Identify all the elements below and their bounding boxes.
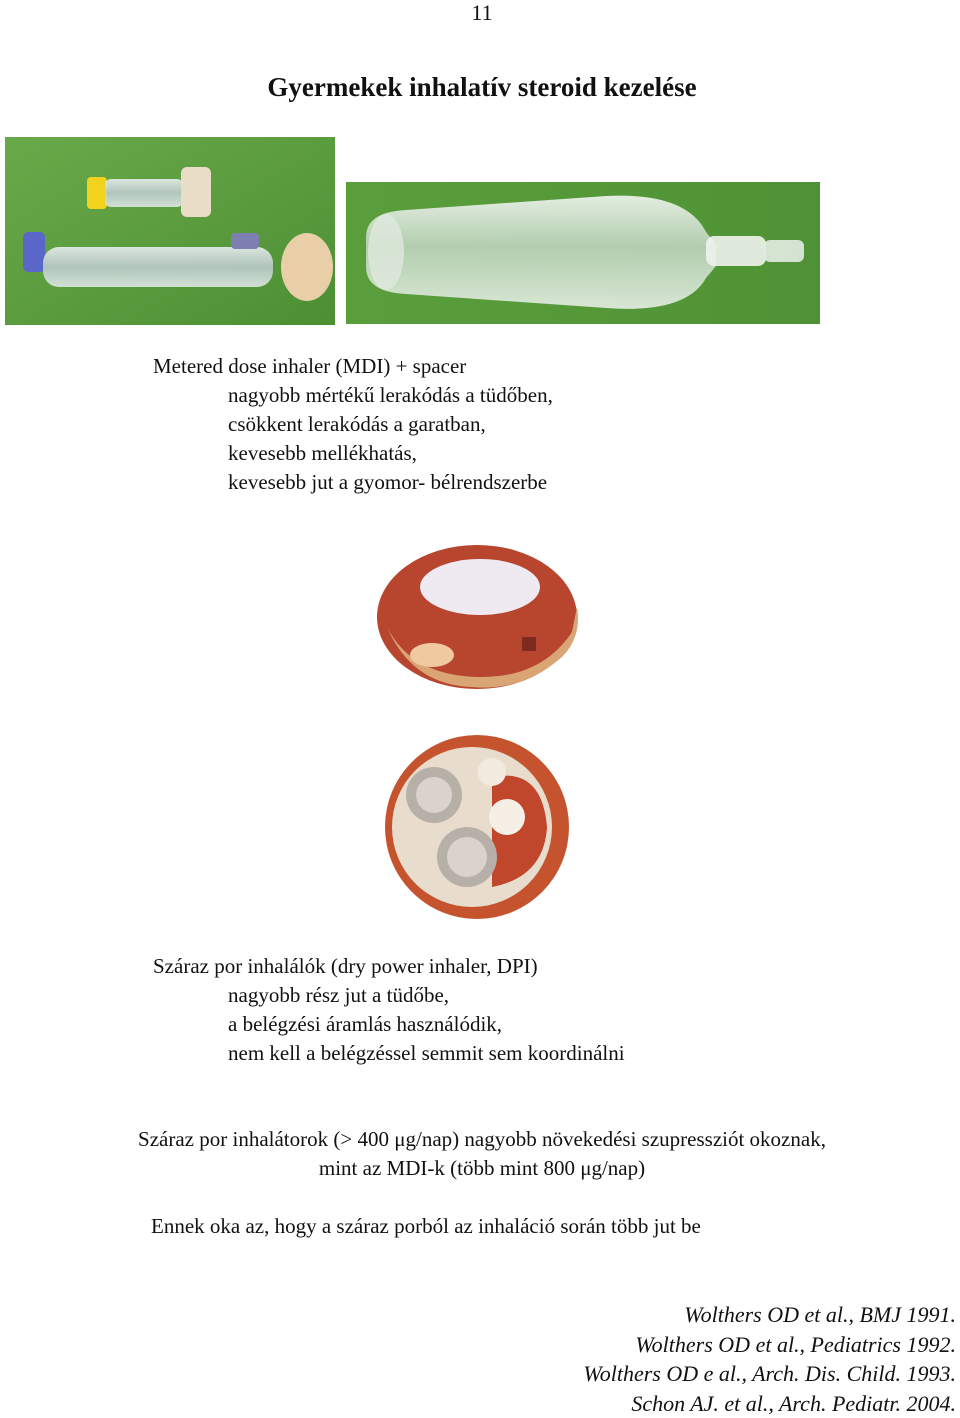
dpi-point: nagyobb rész jut a tüdőbe, (153, 981, 625, 1010)
mdi-point: nagyobb mértékű lerakódás a tüdőben, (153, 381, 553, 410)
page-title: Gyermekek inhalatív steroid kezelése (0, 72, 960, 103)
growth-line-2: mint az MDI-k (több mint 800 μg/nap) (0, 1154, 960, 1183)
growth-line-1: Száraz por inhalátorok (> 400 μg/nap) nagyobb növekedési szupressziót okoznak, (0, 1125, 960, 1154)
mdi-point: kevesebb mellékhatás, (153, 439, 553, 468)
mdi-point: csökkent lerakódás a garatban, (153, 410, 553, 439)
reference: Schon AJ. et al., Arch. Pediatr. 2004. (583, 1389, 956, 1418)
mdi-heading: Metered dose inhaler (MDI) + spacer (153, 352, 553, 381)
references (583, 1300, 956, 1418)
dpi-point: nem kell a belégzéssel semmit sem koordinálni (153, 1039, 625, 1068)
dpi-photo (372, 527, 592, 922)
reference: Wolthers OD et al., BMJ 1991. (583, 1300, 956, 1330)
mdi-section (153, 352, 553, 497)
page-number: 11 (0, 0, 960, 26)
reference: Wolthers OD et al., Pediatrics 1992. (583, 1330, 956, 1360)
mdi-point: kevesebb jut a gyomor- bélrendszerbe (153, 468, 553, 497)
dpi-point: a belégzési áramlás használódik, (153, 1010, 625, 1039)
spacer-photo-right (346, 182, 820, 324)
dpi-heading: Száraz por inhalálók (dry power inhaler, DPI) (153, 952, 625, 981)
spacer-photo-left (5, 137, 335, 325)
dpi-section (153, 952, 625, 1068)
reason-text: Ennek oka az, hogy a száraz porból az inhaláció során több jut be (151, 1212, 701, 1241)
reference: Wolthers OD e al., Arch. Dis. Child. 1993. (583, 1359, 956, 1389)
